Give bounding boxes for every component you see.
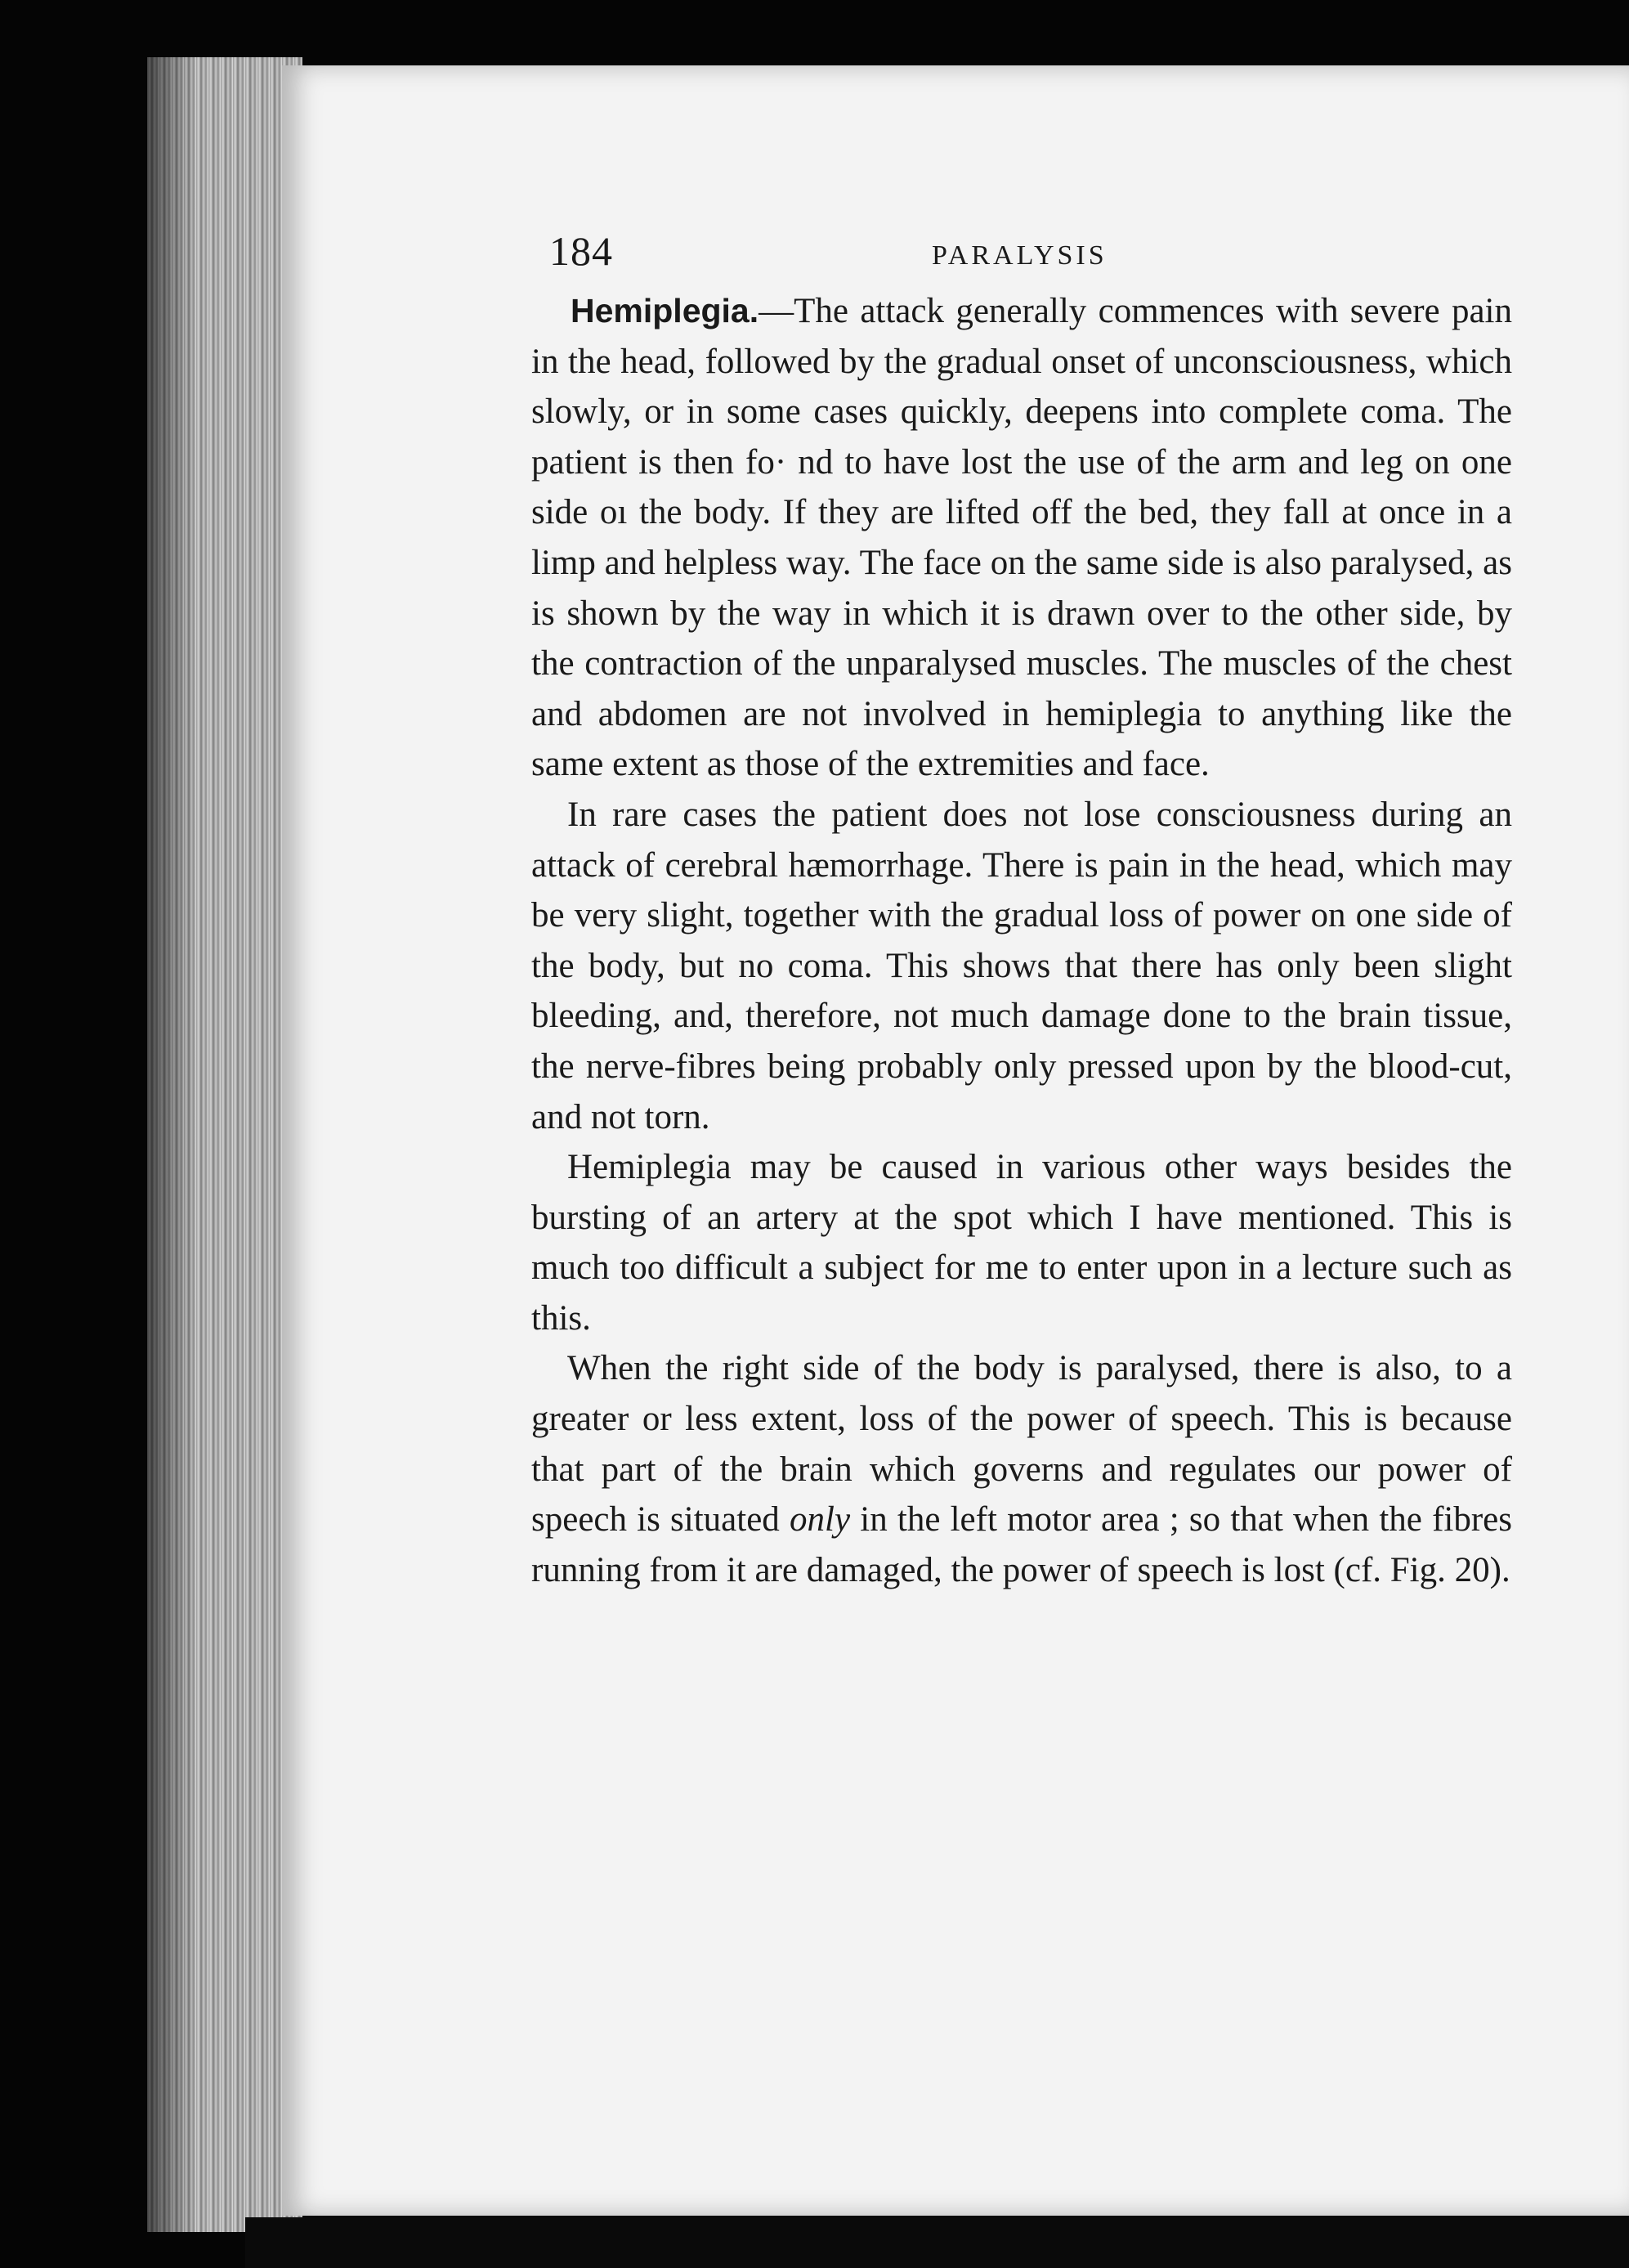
paragraph-speech-loss — [531, 1343, 1512, 1595]
paragraph-other-causes — [531, 1142, 1512, 1343]
paragraph-text: Hemiplegia may be caused in various other ways besides the bursting of an artery at the spot which I have mentioned. This is much too difficult a subject for me to enter upon in a lecture such as this. — [531, 1148, 1512, 1338]
running-head — [531, 227, 1512, 286]
page-number: 184 — [549, 228, 613, 274]
page-bottom-shadow — [245, 2217, 1629, 2268]
paragraph-text: in the left motor area ; so that when the fibres running from it are damaged, the power of speech is lost (cf. Fig. 20). — [531, 1500, 1512, 1589]
paragraph-hemiplegia — [531, 286, 1512, 790]
emphasized-word: only — [790, 1500, 851, 1540]
page-edge-shadow — [147, 57, 196, 2232]
paragraph-rare-cases — [531, 790, 1512, 1142]
section-heading: Hemiplegia. — [571, 292, 759, 329]
paragraph-text: In rare cases the patient does not lose consciousness during an attack of cerebral hæmorrhage. There is pain in the head, which may be very slight, together with the gradual loss of power on one side of the body, but no coma. This shows that there has only been slight bleeding, and, therefore, not much damage done to the brain tissue, the nerve-fibres being probably only pressed upon by the blood-cut, and not torn. — [531, 795, 1512, 1136]
page-text-block — [531, 227, 1512, 1595]
heading-dash: — — [759, 292, 794, 330]
paragraph-text: When the right side of the body is paralysed, there is also, to a greater or less extent, loss of the power of speech. This is because that part of the brain which governs and regulates our power of speech is situated — [531, 1349, 1512, 1540]
running-title: PARALYSIS — [932, 240, 1108, 271]
paragraph-text: The attack generally commences with severe pain in the head, followed by the gradual onset of unconsciousness, which slowly, or in some cases quickly, deepens into complete coma. The patient is then fo· nd to have lost the use of the arm and leg on one side oı the body. If they are lifted off the bed, they fall at once in a limp and helpless way. The face on the same side is also paralysed, as is shown by the way in which it is drawn over to the other side, by the contraction of the unparalysed muscles. The muscles of the chest and abdomen are not involved in hemiplegia to anything like the same extent as those of the extremities and face. — [531, 292, 1512, 784]
